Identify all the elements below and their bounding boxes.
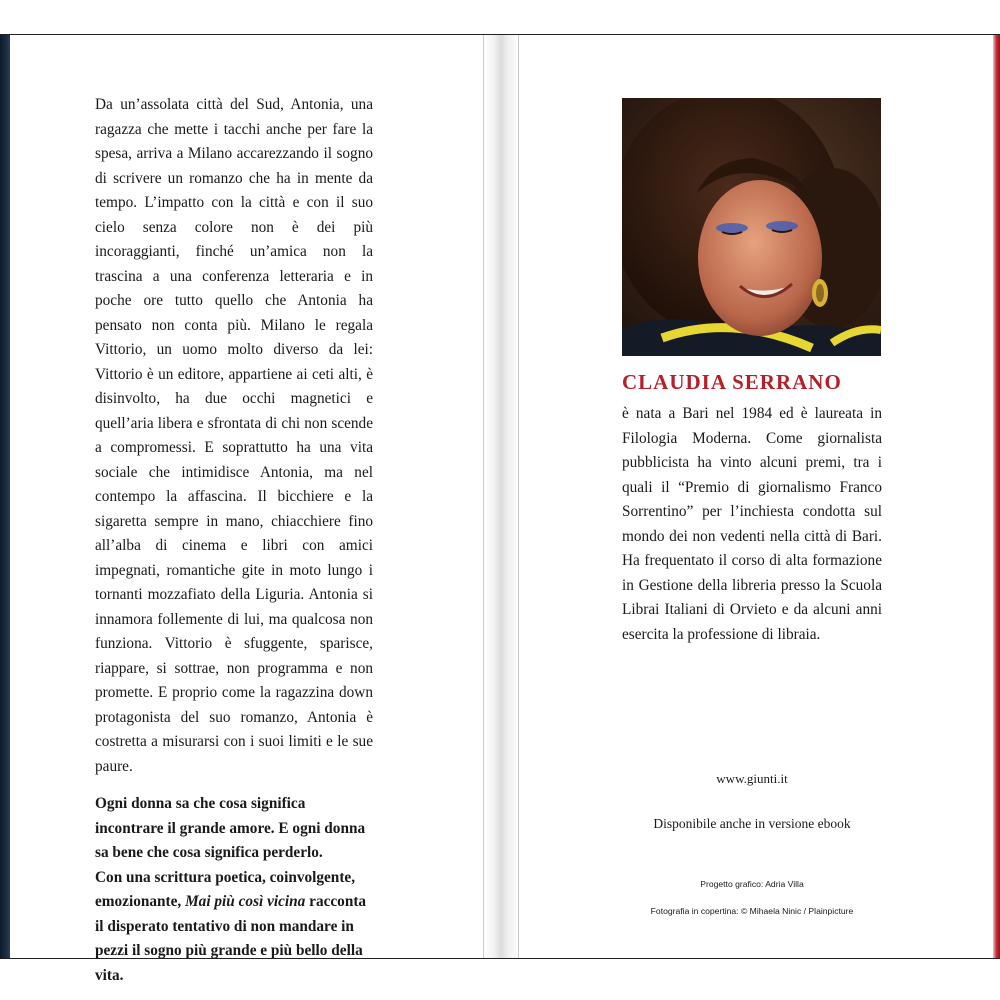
author-photo xyxy=(622,98,881,356)
author-name: CLAUDIA SERRANO xyxy=(622,370,842,394)
cover-edge-right xyxy=(993,35,1000,958)
photo-credit: Fotografia in copertina: © Mihaela Ninic / Plainpicture xyxy=(650,906,854,916)
blurb-line-1: Ogni donna sa che cosa significa incontrare il grande amore. E ogni donna sa bene che cosa significa perderlo. xyxy=(95,795,366,861)
spine-edge-line xyxy=(518,35,519,958)
publisher-website: www.giunti.it xyxy=(716,771,788,786)
cover-edge-left xyxy=(0,35,10,958)
design-credit: Progetto grafico: Adria Villa xyxy=(700,879,804,889)
blurb-line-2a: Con una scrittura poetica, coinvolgente, emozionante, xyxy=(95,868,356,910)
back-flap-text xyxy=(95,93,373,988)
book-spine xyxy=(483,35,519,958)
synopsis-paragraph: Da un’assolata città del Sud, Antonia, una ragazza che mette i tacchi anche per fare la spesa, arriva a Milano accarezzando il sogno di scrivere un romanzo che ha in mente da tempo. L’impatto con la città e con il suo cielo senza colore non è dei più incoraggianti, finché un’amica non la trascina a una conferenza letteraria e in poche ore tutto quello che Antonia ha pensato non conta più. Milano le regala Vittorio, un uomo molto diverso da lei: Vittorio è un editore, appartiene ai ceti alti, è disinvolto, ha due occhi magnetici e quell’aria libera e sfrontata di chi non scende a compromessi. E soprattutto ha una vita sociale che intimidisce Antonia, ma nel contempo la affascina. Il bicchiere e la sigaretta sempre in mano, chiacchiere fino all’alba di cinema e libri con amici impegnati, romantiche gite in moto lungo i tornanti mozzafiato della Liguria. Antonia si innamora follemente di lui, ma qualcosa non funziona. Vittorio è sfuggente, sparisce, riappare, si sottrae, non programma e non promette. E proprio come la ragazzina down protagonista del suo romanzo, Antonia è costretta a misurarsi con i suoi limiti e le sue paure. xyxy=(95,96,373,775)
book-title: Mai più così vicina xyxy=(185,893,306,910)
blurb-paragraph xyxy=(95,792,373,988)
ebook-note: Disponibile anche in versione ebook xyxy=(653,816,851,831)
blurb-line-2b: racconta il disperato tentativo di non mandare in pezzi il sogno più grande e più bello della vita. xyxy=(95,893,367,984)
author-bio: è nata a Bari nel 1984 ed è laureata in Filologia Moderna. Come giornalista pubblicista ha vinto alcuni premi, tra i quali il “Premio di giornalismo Franco Sorrentino” per l’inchiesta condotta sul mondo dei non vedenti nella città di Bari. Ha frequentato il corso di alta formazione in Gestione della libreria presso la Scuola Librai Italiani di Orvieto e da alcuni anni esercita la professione di libraia. xyxy=(622,405,882,643)
author-portrait-photo xyxy=(622,98,881,356)
spine-edge-line xyxy=(483,35,484,958)
